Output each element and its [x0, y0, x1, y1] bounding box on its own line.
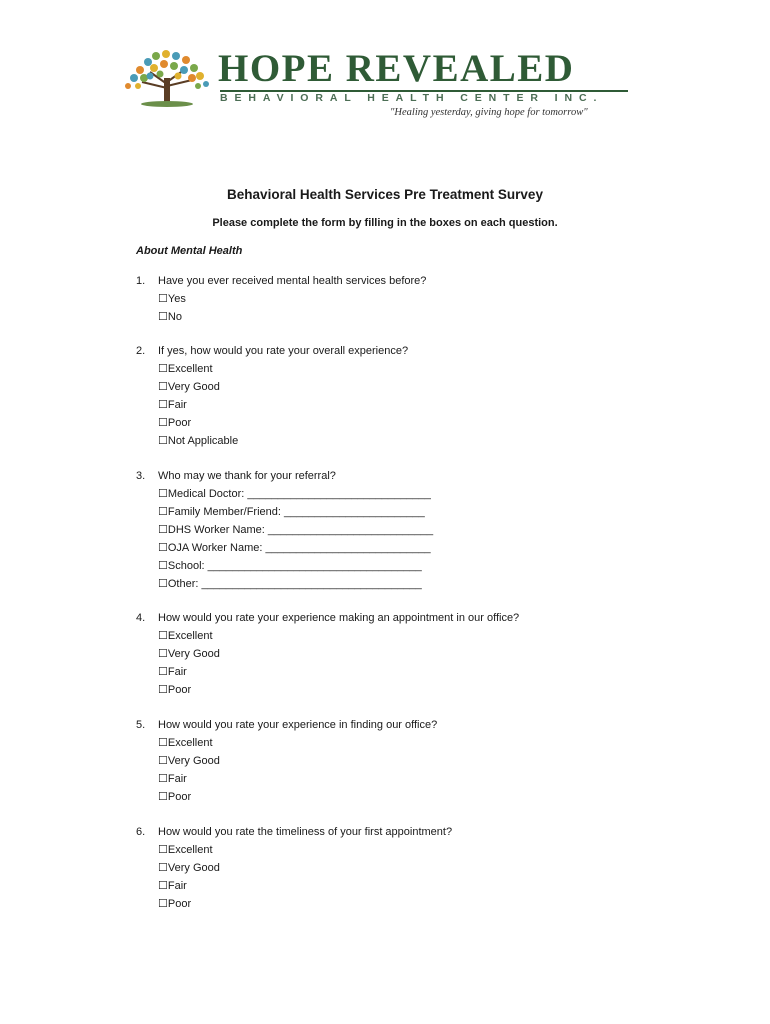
checkbox-icon[interactable]: ☐	[158, 791, 168, 803]
option-label: Very Good	[167, 381, 220, 393]
answer-option[interactable]	[136, 503, 433, 521]
question-heading	[136, 272, 426, 290]
checkbox-icon[interactable]: ☐	[158, 578, 168, 590]
question-2	[136, 342, 408, 450]
answer-option[interactable]	[136, 539, 433, 557]
form-instructions: Please complete the form by filling in the boxes on each question.	[212, 217, 558, 229]
option-label: Excellent	[167, 844, 213, 856]
checkbox-icon[interactable]: ☐	[158, 666, 168, 678]
option-label: Fair	[167, 773, 187, 785]
answer-option[interactable]	[136, 645, 519, 663]
option-label: DHS Worker Name: ___________________________	[167, 524, 434, 536]
option-label: School: ___________________________________	[167, 560, 422, 572]
question-number: 3.	[136, 470, 146, 482]
checkbox-icon[interactable]: ☐	[158, 844, 168, 856]
question-text: How would you rate your experience in finding our office?	[158, 719, 438, 731]
option-label: No	[167, 311, 182, 323]
option-label: Very Good	[167, 648, 220, 660]
question-text: If yes, how would you rate your overall experience?	[158, 345, 409, 357]
option-label: Fair	[167, 666, 187, 678]
question-text: Who may we thank for your referral?	[158, 470, 336, 482]
checkbox-icon[interactable]: ☐	[158, 648, 168, 660]
checkbox-icon[interactable]: ☐	[158, 862, 168, 874]
option-label: Very Good	[167, 862, 220, 874]
question-number: 1.	[136, 275, 146, 287]
answer-option[interactable]	[136, 788, 437, 806]
checkbox-icon[interactable]: ☐	[158, 560, 168, 572]
question-heading	[136, 609, 519, 627]
brand-subtitle: BEHAVIORAL HEALTH CENTER INC.	[220, 92, 604, 104]
question-text: How would you rate the timeliness of your first appointment?	[158, 826, 453, 838]
checkbox-icon[interactable]: ☐	[158, 524, 168, 536]
answer-option[interactable]	[136, 396, 408, 414]
answer-option[interactable]	[136, 681, 519, 699]
answer-option[interactable]	[136, 752, 437, 770]
answer-option[interactable]	[136, 663, 519, 681]
answer-option[interactable]	[136, 841, 452, 859]
company-logo	[120, 48, 640, 126]
checkbox-icon[interactable]: ☐	[158, 773, 168, 785]
checkbox-icon[interactable]: ☐	[158, 381, 168, 393]
answer-option[interactable]	[136, 895, 452, 913]
checkbox-icon[interactable]: ☐	[158, 880, 168, 892]
question-text: How would you rate your experience making an appointment in our office?	[158, 612, 520, 624]
answer-option[interactable]	[136, 485, 433, 503]
question-5	[136, 716, 437, 806]
option-label: OJA Worker Name: ___________________________	[167, 542, 431, 554]
tree-logo-icon	[120, 48, 216, 110]
answer-option[interactable]	[136, 308, 426, 326]
answer-option[interactable]	[136, 521, 433, 539]
checkbox-icon[interactable]: ☐	[158, 417, 168, 429]
question-heading	[136, 823, 452, 841]
question-heading	[136, 342, 408, 360]
checkbox-icon[interactable]: ☐	[158, 488, 168, 500]
checkbox-icon[interactable]: ☐	[158, 506, 168, 518]
answer-option[interactable]	[136, 575, 433, 593]
option-label: Not Applicable	[167, 435, 239, 447]
answer-option[interactable]	[136, 378, 408, 396]
question-text: Have you ever received mental health services before?	[158, 275, 427, 287]
answer-option[interactable]	[136, 360, 408, 378]
answer-option[interactable]	[136, 627, 519, 645]
option-label: Fair	[167, 399, 187, 411]
question-6	[136, 823, 452, 913]
section-title: About Mental Health	[136, 245, 243, 257]
option-label: Other: ____________________________________	[167, 578, 422, 590]
question-number: 5.	[136, 719, 146, 731]
checkbox-icon[interactable]: ☐	[158, 311, 168, 323]
option-label: Poor	[167, 684, 192, 696]
option-label: Fair	[167, 880, 187, 892]
option-label: Family Member/Friend: _______________________	[167, 506, 425, 518]
option-label: Yes	[167, 293, 186, 305]
option-label: Poor	[167, 791, 192, 803]
checkbox-icon[interactable]: ☐	[158, 542, 168, 554]
checkbox-icon[interactable]: ☐	[158, 684, 168, 696]
question-number: 2.	[136, 345, 146, 357]
option-label: Excellent	[167, 737, 213, 749]
answer-option[interactable]	[136, 414, 408, 432]
option-label: Poor	[167, 417, 192, 429]
checkbox-icon[interactable]: ☐	[158, 363, 168, 375]
checkbox-icon[interactable]: ☐	[158, 630, 168, 642]
checkbox-icon[interactable]: ☐	[158, 898, 168, 910]
answer-option[interactable]	[136, 877, 452, 895]
checkbox-icon[interactable]: ☐	[158, 399, 168, 411]
answer-option[interactable]	[136, 290, 426, 308]
checkbox-icon[interactable]: ☐	[158, 293, 168, 305]
option-label: Poor	[167, 898, 192, 910]
question-heading	[136, 716, 437, 734]
option-label: Very Good	[167, 755, 220, 767]
question-4	[136, 609, 519, 699]
brand-name: HOPE REVEALED	[218, 47, 575, 90]
option-label: Excellent	[167, 630, 213, 642]
checkbox-icon[interactable]: ☐	[158, 755, 168, 767]
option-label: Excellent	[167, 363, 213, 375]
checkbox-icon[interactable]: ☐	[158, 737, 168, 749]
answer-option[interactable]	[136, 734, 437, 752]
form-title: Behavioral Health Services Pre Treatment Survey	[227, 187, 543, 202]
question-number: 4.	[136, 612, 146, 624]
answer-option[interactable]	[136, 432, 408, 450]
brand-tagline: "Healing yesterday, giving hope for tomorrow"	[390, 107, 588, 118]
answer-option[interactable]	[136, 557, 433, 575]
question-number: 6.	[136, 826, 146, 838]
question-1	[136, 272, 426, 326]
question-3	[136, 467, 433, 593]
checkbox-icon[interactable]: ☐	[158, 435, 168, 447]
option-label: Medical Doctor: ______________________________	[167, 488, 431, 500]
answer-option[interactable]	[136, 770, 437, 788]
question-heading	[136, 467, 433, 485]
answer-option[interactable]	[136, 859, 452, 877]
